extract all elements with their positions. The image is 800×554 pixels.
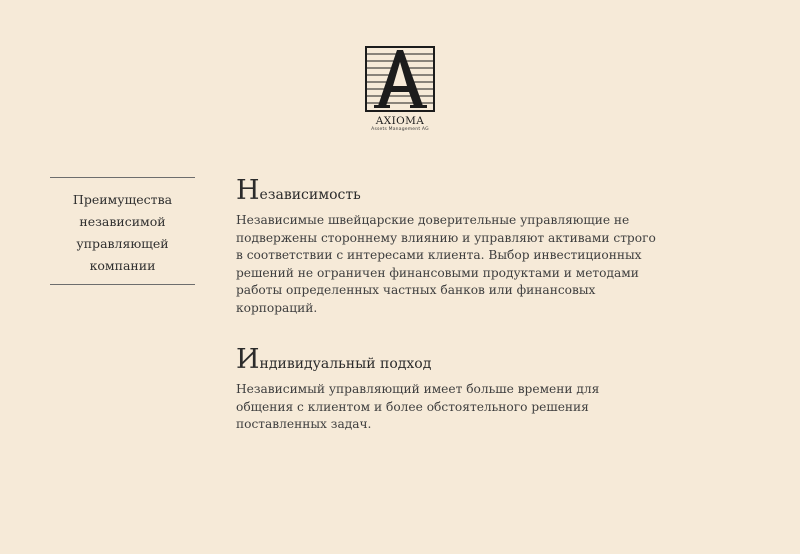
section-body: Независимые швейцарские доверительные управляющие не подвержены стороннему влиянию и управляют активами строго в соответствии с интересами клиента. Выбор инвестиционных решений не ограничен финансовыми продуктами и методами работы определенных частных банков или финансовых корпораций.	[236, 213, 656, 315]
section-heading	[236, 345, 716, 379]
logo-subtitle: Assets Management AG	[371, 127, 429, 132]
axioma-a-logo-icon	[365, 46, 435, 112]
sidebar-label	[50, 189, 195, 277]
heading-initial: И	[236, 344, 260, 375]
section-individual-approach	[236, 345, 716, 434]
section-independence	[236, 176, 716, 317]
heading-rest: езависимость	[259, 187, 361, 203]
section-body: Независимый управляющий имеет больше времени для общения с клиентом и более обстоятельного решения поставленных задач.	[236, 382, 600, 431]
sidebar-label-text: Преимущества независимой управляющей компании	[72, 192, 173, 273]
heading-initial: Н	[236, 175, 260, 206]
sidebar-box	[50, 177, 195, 285]
company-logo	[364, 46, 436, 133]
section-heading	[236, 176, 716, 210]
heading-rest: ндивидуальный подход	[259, 356, 432, 372]
logo-name: AXIOMA	[375, 115, 425, 127]
